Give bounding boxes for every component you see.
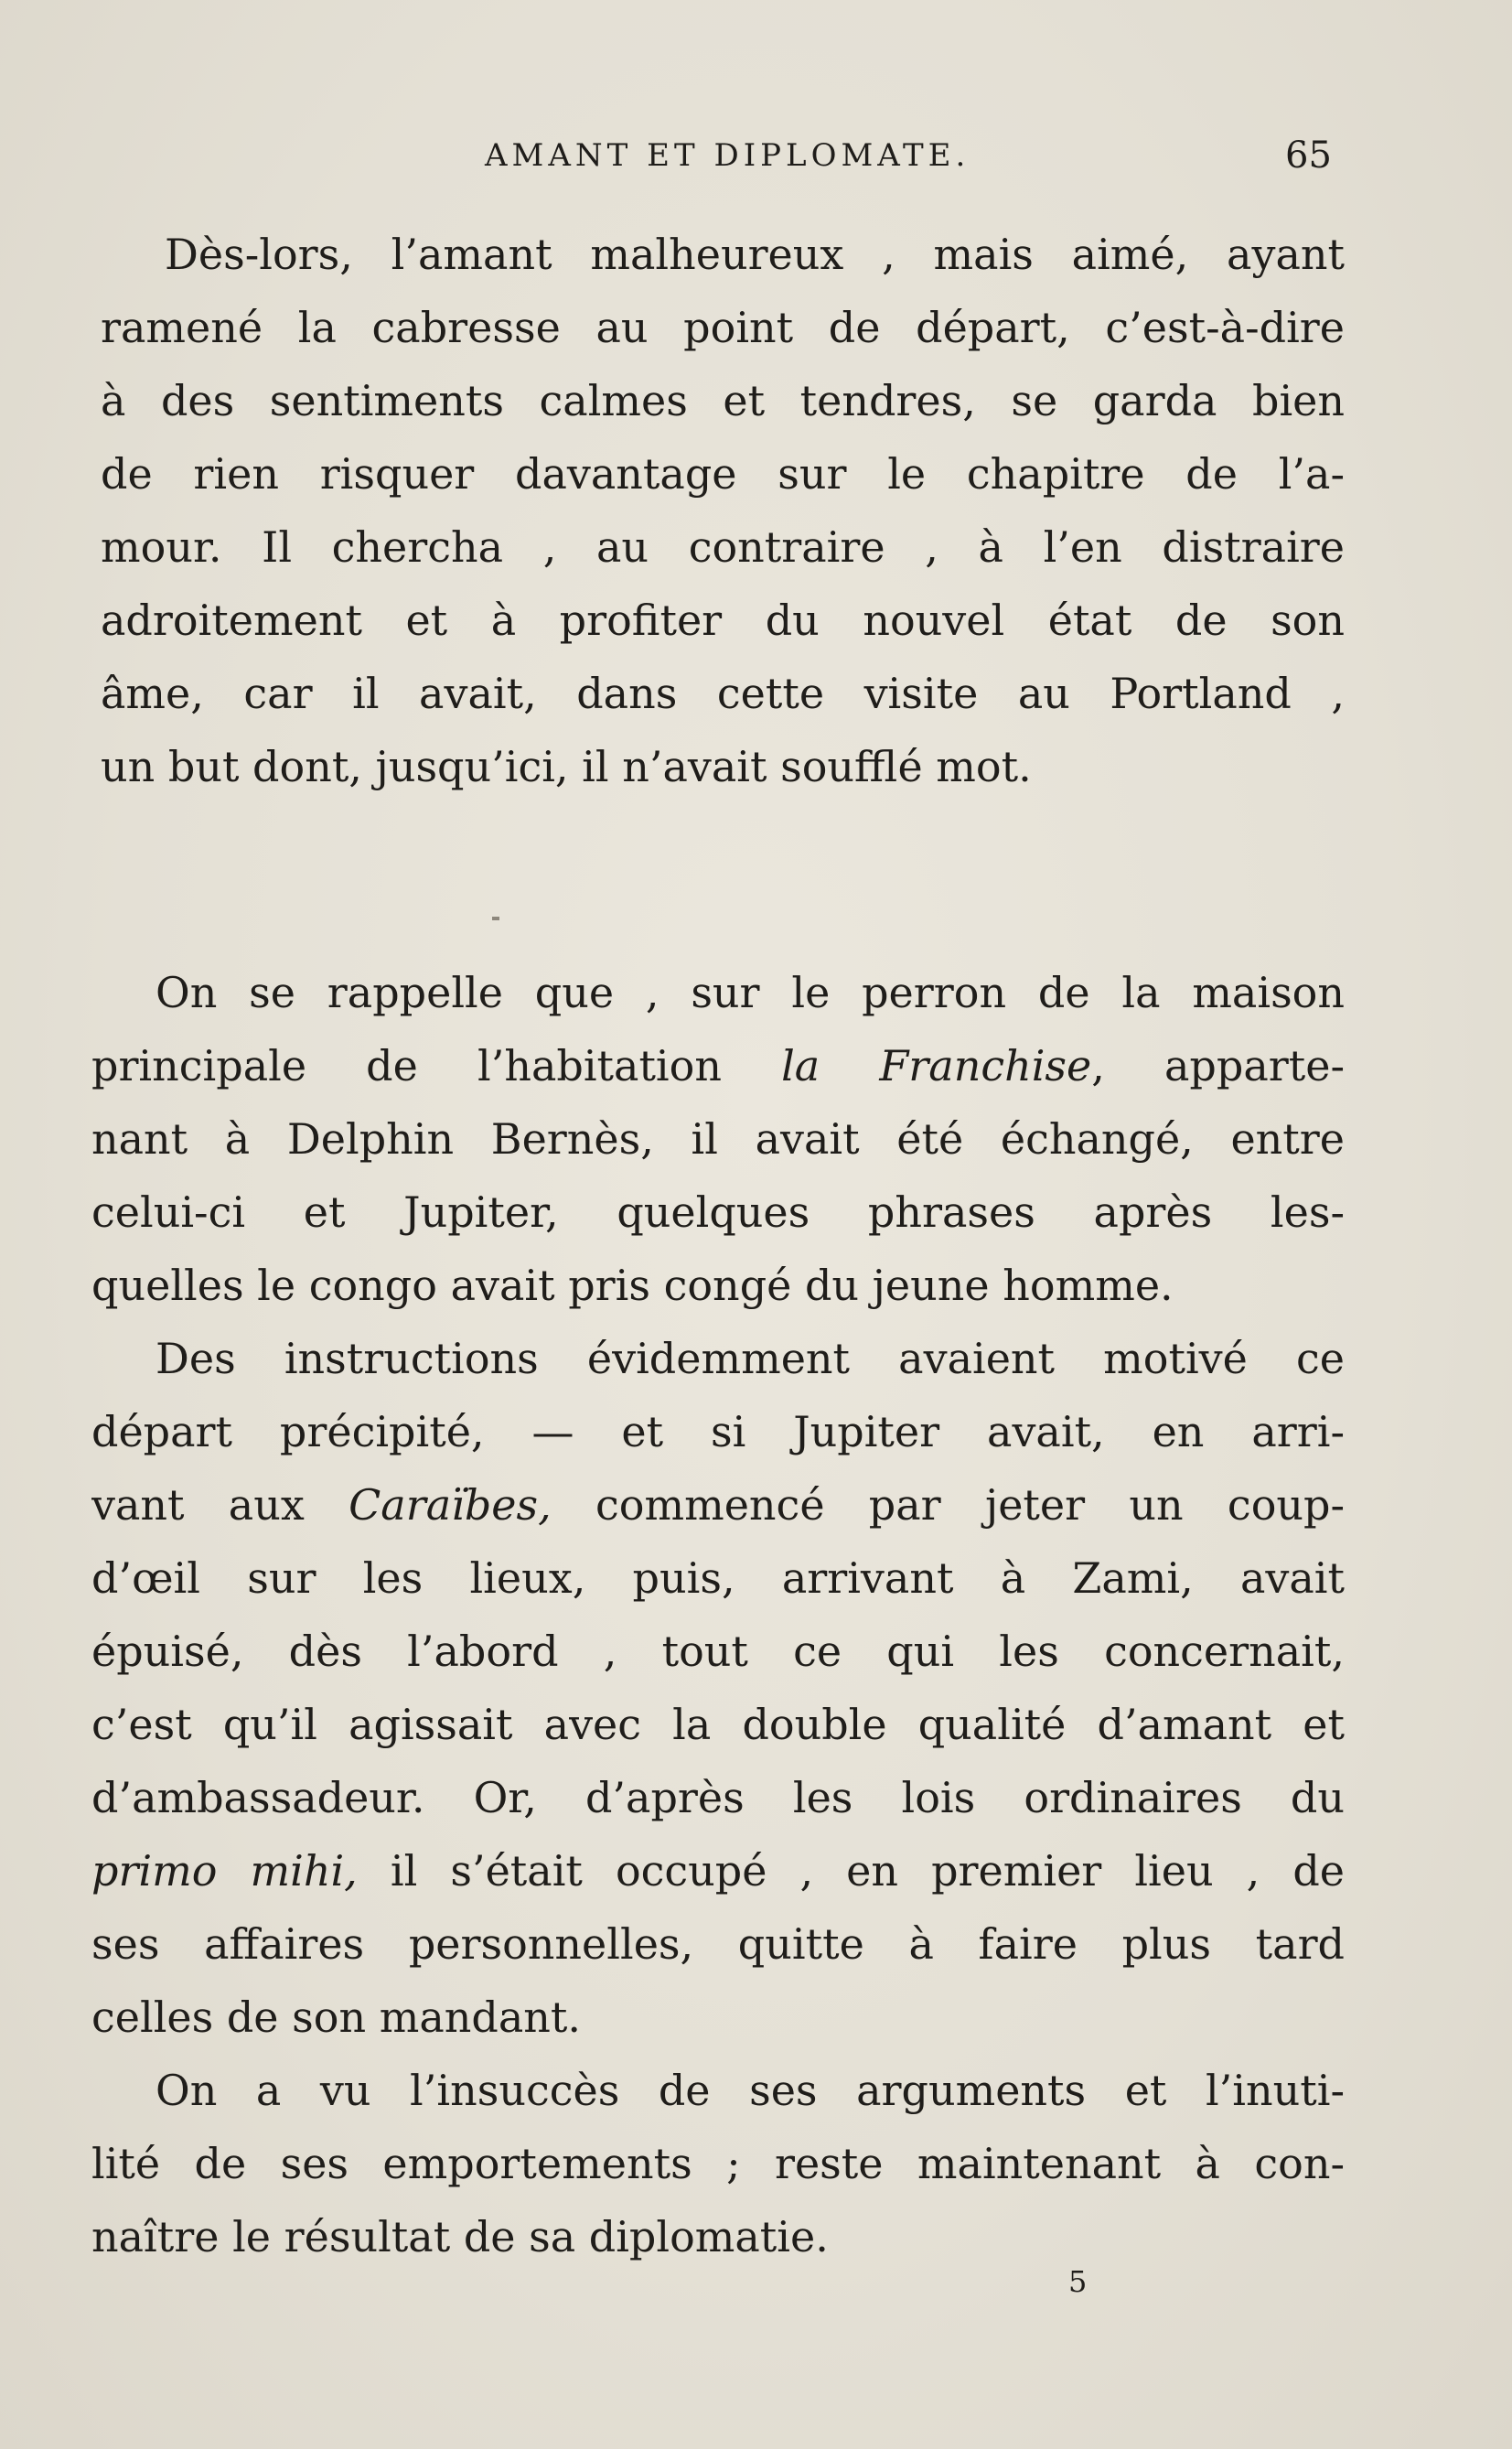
text-line: lité de ses emportements ; reste maintenant à con- xyxy=(91,2139,1345,2188)
text-run: vant aux xyxy=(91,1480,349,1530)
text-line xyxy=(91,1029,1345,1102)
text-line: ses affaires personnelles, quitte à faire plus tard xyxy=(91,1919,1345,1969)
text-line xyxy=(91,1468,1345,1541)
text-line: nant à Delphin Bernès, il avait été échangé, entre xyxy=(91,1114,1345,1164)
section-2 xyxy=(91,956,1345,2273)
running-title: AMANT ET DIPLOMATE. xyxy=(485,137,970,174)
text-line: On se rappelle que , sur le perron de la maison xyxy=(155,968,1345,1017)
text-line xyxy=(91,1834,1345,1907)
text-line: mour. Il chercha , au contraire , à l’en distraire xyxy=(101,522,1345,572)
signature-mark: 5 xyxy=(1068,2264,1088,2299)
paragraph-1 xyxy=(101,218,1345,803)
text-run: , apparte- xyxy=(1091,1041,1345,1090)
text-line: On a vu l’insuccès de ses arguments et l’inuti- xyxy=(155,2066,1345,2115)
text-line: c’est qu’il agissait avec la double qualité d’amant et xyxy=(91,1700,1345,1749)
text-run: commencé par jeter un coup- xyxy=(551,1480,1345,1530)
text-line: départ précipité, — et si Jupiter avait, en arri- xyxy=(91,1407,1345,1456)
text-line: Des instructions évidemment avaient motivé ce xyxy=(155,1334,1345,1383)
italic-place-name: la Franchise xyxy=(781,1041,1092,1090)
text-line: épuisé, dès l’abord , tout ce qui les concernait, xyxy=(91,1627,1345,1676)
text-line: d’œil sur les lieux, puis, arrivant à Zami, avait xyxy=(91,1553,1345,1603)
text-line: ramené la cabresse au point de départ, c’est-à-dire xyxy=(101,303,1345,352)
text-line: âme, car il avait, dans cette visite au Portland , xyxy=(101,669,1345,718)
text-line: d’ambassadeur. Or, d’après les lois ordinaires du xyxy=(91,1773,1345,1822)
text-run: il s’était occupé , en premier lieu , de xyxy=(357,1846,1345,1896)
text-line: Dès-lors, l’amant malheureux , mais aimé, ayant xyxy=(165,230,1345,279)
text-line: un but dont, jusqu’ici, il n’avait soufflé mot. xyxy=(101,742,1032,791)
page-header xyxy=(0,128,1512,183)
italic-latin-phrase: primo mihi, xyxy=(91,1846,358,1896)
section-separator xyxy=(492,917,499,920)
text-line: quelles le congo avait pris congé du jeune homme. xyxy=(91,1261,1174,1310)
page-number: 65 xyxy=(1285,134,1332,177)
text-line: celles de son mandant. xyxy=(91,1992,581,2042)
text-line: celui-ci et Jupiter, quelques phrases après les- xyxy=(91,1187,1345,1237)
text-run: principale de l’habitation xyxy=(91,1041,782,1090)
text-line: à des sentiments calmes et tendres, se garda bien xyxy=(101,376,1345,425)
text-line: naître le résultat de sa diplomatie. xyxy=(91,2212,829,2261)
text-line: adroitement et à profiter du nouvel état de son xyxy=(101,596,1345,645)
italic-place-name: Caraïbes, xyxy=(349,1480,552,1530)
text-line: de rien risquer davantage sur le chapitre de l’a- xyxy=(101,449,1345,499)
